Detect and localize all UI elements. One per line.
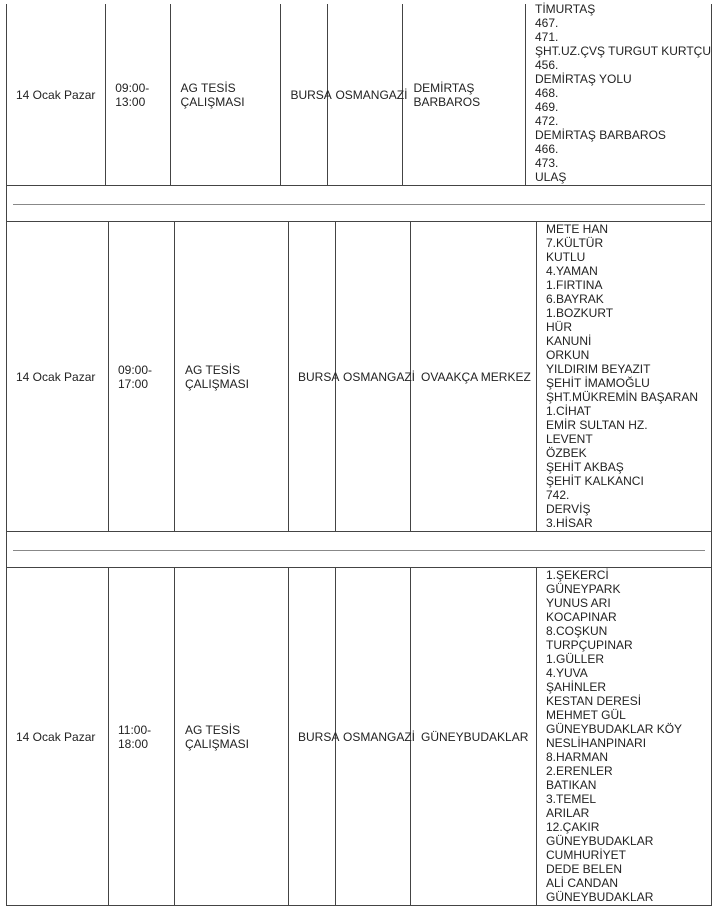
street-name: 1.GÜLLER <box>546 652 605 666</box>
street-name: 6.BAYRAK <box>546 292 604 306</box>
street-name: ALİ CANDAN <box>546 876 619 890</box>
work-type-cell: AG TESİS ÇALIŞMASI <box>175 568 289 905</box>
street-name: 3.HİSAR <box>546 516 593 530</box>
neighborhood-cell: GÜNEYBUDAKLAR <box>411 568 537 905</box>
street-name: 8.COŞKUN <box>546 624 608 638</box>
street-name: ULAŞ <box>534 170 567 184</box>
streets-cell <box>537 568 711 905</box>
street-name: ŞEHİT İMAMOĞLU <box>546 376 650 390</box>
street-name: DERVİŞ <box>546 502 591 516</box>
street-name: YILDIRIM BEYAZIT <box>546 362 651 376</box>
city-cell: BURSA <box>281 4 328 185</box>
street-name: ORKUN <box>546 348 590 362</box>
time-cell: 09:00- 13:00 <box>106 4 170 185</box>
street-name: METE HAN <box>546 222 609 236</box>
district-cell: OSMANGAZİ <box>336 222 411 531</box>
street-name: KUTLU <box>546 250 586 264</box>
street-name: KANUNİ <box>546 334 592 348</box>
street-name: LEVENT <box>546 432 593 446</box>
street-name: 1.BOZKURT <box>546 306 614 320</box>
street-name: 468. <box>534 86 559 100</box>
street-name: KESTAN DERESİ <box>546 694 642 708</box>
street-name: GÜNEYBUDAKLAR KÖY <box>546 722 683 736</box>
street-name: 4.YUVA <box>546 666 588 680</box>
neighborhood-cell: DEMİRTAŞ BARBAROS <box>403 4 526 185</box>
street-list <box>546 222 698 530</box>
street-name: TURPÇUPINAR <box>546 638 633 652</box>
street-name: 467. <box>534 16 559 30</box>
time-cell: 11:00- 18:00 <box>109 568 175 905</box>
street-name: ŞHT.UZ.ÇVŞ TURGUT KURTÇU <box>534 44 711 58</box>
street-name: 456. <box>534 58 559 72</box>
street-name: ŞEHİT KALKANCI <box>546 474 644 488</box>
street-name: ŞEHİT AKBAŞ <box>546 460 624 474</box>
street-name: YUNUS ARI <box>546 596 611 610</box>
street-name: ÖZBEK <box>546 446 587 460</box>
work-type-cell: AG TESİS ÇALIŞMASI <box>171 4 282 185</box>
divider <box>13 204 705 205</box>
date-cell: 14 Ocak Pazar <box>7 4 106 185</box>
district-cell: OSMANGAZİ <box>336 568 411 905</box>
street-name: 1.CİHAT <box>546 404 592 418</box>
time-cell: 09:00- 17:00 <box>109 222 175 531</box>
row-separator <box>6 532 712 568</box>
street-name: 3.TEMEL <box>546 792 597 806</box>
street-name: NESLİHANPINARI <box>546 736 647 750</box>
street-name: ŞHT.MÜKREMİN BAŞARAN <box>546 390 699 404</box>
street-name: ARILAR <box>546 806 590 820</box>
city-cell: BURSA <box>289 222 336 531</box>
work-type-cell: AG TESİS ÇALIŞMASI <box>175 222 289 531</box>
street-name: ŞAHİNLER <box>546 680 607 694</box>
street-name: MEHMET GÜL <box>546 708 626 722</box>
street-name: 473. <box>534 156 559 170</box>
date-cell: 14 Ocak Pazar <box>7 568 109 905</box>
city-cell: BURSA <box>289 568 336 905</box>
streets-cell <box>537 222 711 531</box>
street-name: KOCAPINAR <box>546 610 617 624</box>
street-name: 1.FIRTINA <box>546 278 603 292</box>
street-name: GÜNEYBUDAKLAR <box>546 890 654 904</box>
street-name: 8.HARMAN <box>546 750 609 764</box>
street-name: 469. <box>534 100 559 114</box>
street-name: 471. <box>534 30 559 44</box>
street-name: BATIKAN <box>546 778 597 792</box>
street-name: GÜNEYBUDAKLAR <box>546 834 654 848</box>
row-separator <box>6 186 712 222</box>
street-name: EMİR SULTAN HZ. <box>546 418 648 432</box>
street-name: DEDE BELEN <box>546 862 623 876</box>
table-row <box>6 4 712 186</box>
street-name: 472. <box>534 114 559 128</box>
table-row <box>6 222 712 532</box>
neighborhood-cell: OVAAKÇA MERKEZ <box>411 222 537 531</box>
street-name: 1.ŞEKERCİ <box>546 568 609 582</box>
street-name: CUMHURİYET <box>546 848 626 862</box>
streets-cell <box>526 4 711 185</box>
street-name: DEMİRTAŞ YOLU <box>534 72 632 86</box>
street-name: 4.YAMAN <box>546 264 598 278</box>
street-name: 466. <box>534 142 559 156</box>
street-name: GÜNEYPARK <box>546 582 621 596</box>
street-name: TİMURTAŞ <box>534 2 596 16</box>
street-name: 742. <box>546 488 570 502</box>
street-name: 7.KÜLTÜR <box>546 236 604 250</box>
street-name: DEMİRTAŞ BARBAROS <box>534 128 666 142</box>
street-name: 2.ERENLER <box>546 764 613 778</box>
district-cell: OSMANGAZİ <box>328 4 403 185</box>
divider <box>13 550 705 551</box>
table-row <box>6 568 712 906</box>
outage-table <box>6 4 712 906</box>
street-list <box>535 2 711 184</box>
street-list <box>546 568 682 904</box>
date-cell: 14 Ocak Pazar <box>7 222 109 531</box>
street-name: HÜR <box>546 320 572 334</box>
street-name: 12.ÇAKIR <box>546 820 600 834</box>
